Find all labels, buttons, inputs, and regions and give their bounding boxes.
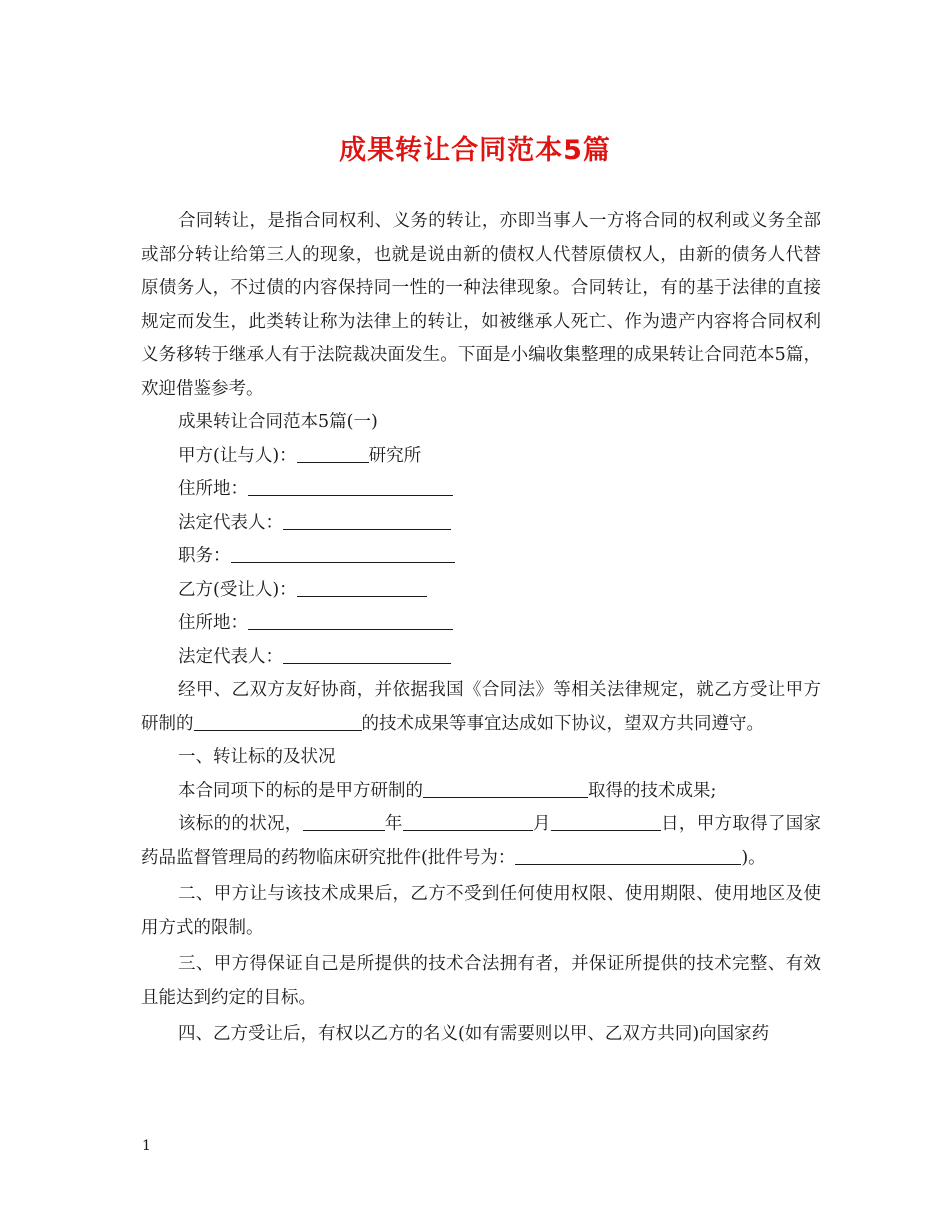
clause1-subject-blank: [423, 779, 588, 798]
intro-paragraph: 合同转让，是指合同权利、义务的转让，亦即当事人一方将合同的权利或义务全部或部分转让给第三人的现象，也就是说由新的债权人代替原债权人，由新的债务人代替原债务人，不过债的内容保持同一性的一种法律现象。合同转让，有的基于法律的直接规定而发生，此类转让称为法律上的转让，如被继承人死亡、作为遗产内容将合同权利义务移转于继承人有于法院裁决面发生。下面是小编收集整理的成果转让合同范本5篇，欢迎借鉴参考。: [141, 211, 821, 399]
party-b-blank: [297, 578, 427, 597]
clause1-subject-text-2: 取得的技术成果;: [588, 780, 717, 801]
agreement-paragraph: [141, 674, 821, 741]
position-line: [141, 540, 821, 574]
address-b-blank: [248, 611, 453, 630]
party-b-line: [141, 574, 821, 608]
year-label: 年: [384, 814, 403, 834]
legal-rep-b-line: [141, 641, 821, 675]
party-b-label: 乙方(受让人)：: [178, 579, 297, 600]
legal-rep-b-blank: [283, 645, 451, 664]
clause1-subject-text-1: 本合同项下的标的是甲方研制的: [178, 780, 423, 801]
clause1-status-text: 该标的的状况，: [178, 814, 303, 834]
position-blank: [231, 544, 455, 563]
clause3-paragraph: 三、甲方得保证自己是所提供的技术合法拥有者，并保证所提供的技术完整、有效且能达到约定的目标。: [141, 954, 821, 1008]
document-body: [141, 205, 821, 1052]
month-label: 月: [532, 814, 551, 834]
clause1-heading: 一、转让标的及状况: [178, 747, 336, 767]
party-a-blank: [297, 444, 369, 463]
approval-number-blank-end: [731, 846, 741, 865]
document-title: 成果转让合同范本5篇: [339, 135, 611, 166]
address-a-line: [141, 473, 821, 507]
page-number: 1: [142, 1138, 151, 1154]
clause4-paragraph: 四、乙方受让后，有权以乙方的名义(如有需要则以甲、乙双方共同)向国家药: [178, 1024, 770, 1044]
section-heading: 成果转让合同范本5篇(一): [178, 412, 378, 432]
legal-rep-a-blank: [283, 511, 451, 530]
position-label: 职务：: [178, 546, 231, 566]
legal-rep-a-line: [141, 507, 821, 541]
clause1-subject: [141, 775, 821, 809]
address-a-blank: [248, 477, 453, 496]
agreement-blank: [194, 712, 362, 731]
agreement-text-1: 经甲、乙双方友好协商，并依据我国《合同法》等相关法律规定，就乙方受让甲方研制的: [141, 680, 821, 734]
approval-number-blank: [515, 846, 731, 865]
party-a-label: 甲方(让与人)：: [178, 445, 297, 466]
month-blank: [403, 812, 533, 831]
day-blank: [551, 812, 661, 831]
clause2-paragraph: 二、甲方让与该技术成果后，乙方不受到任何使用权限、使用期限、使用地区及使用方式的限制。: [141, 884, 821, 938]
day-text: 日，甲方取得了国家药品监督管理局的药物临床研究批件(批件号为：: [141, 814, 822, 868]
legal-rep-a-label: 法定代表人：: [178, 512, 283, 533]
party-a-suffix: 研究所: [368, 445, 422, 466]
clause1-status-end: )。: [741, 847, 766, 868]
year-blank: [303, 812, 385, 831]
legal-rep-b-label: 法定代表人：: [178, 646, 283, 667]
address-b-label: 住所地：: [178, 613, 248, 633]
address-a-label: 住所地：: [178, 479, 248, 499]
party-a-line: [141, 440, 821, 474]
address-b-line: [141, 607, 821, 641]
agreement-text-2: 的技术成果等事宜达成如下协议，望双方共同遵守。: [361, 713, 764, 734]
clause1-status: [141, 808, 821, 875]
